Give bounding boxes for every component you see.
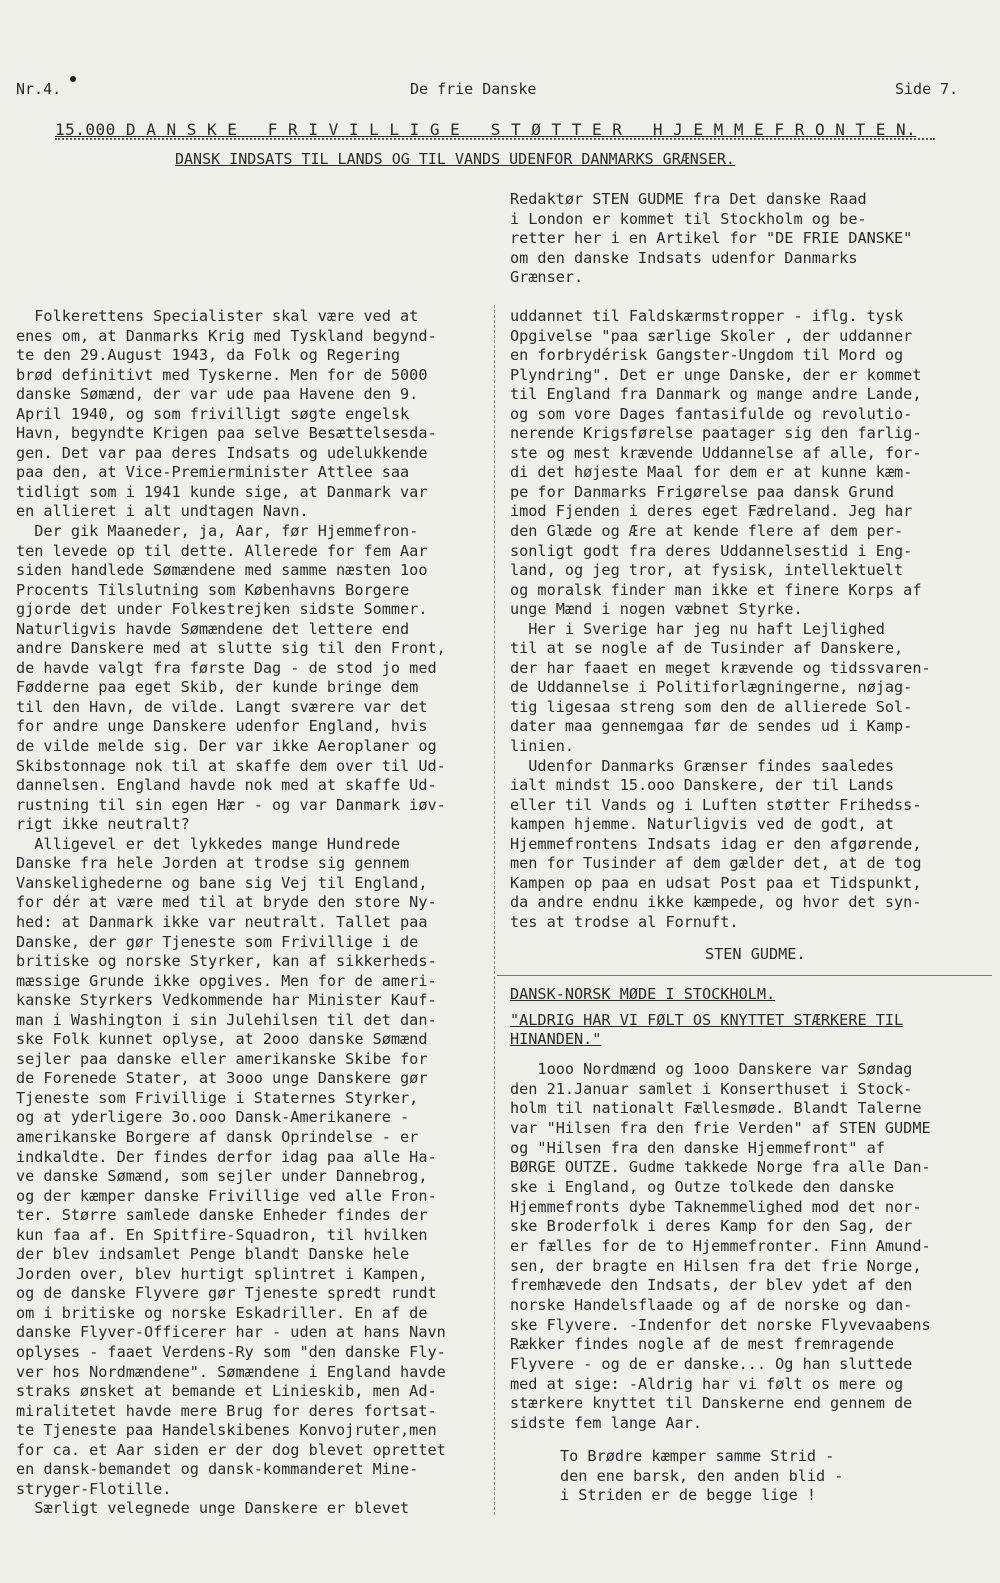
text-line: uddannet til Faldskærmstropper - iflg. tysk [510,307,904,325]
text-line: Fødderne paa eget Skib, der kunde bringe dem [16,678,419,697]
text-line: der har faaet en meget krævende og tidssvaren- [510,658,931,677]
intro-line: Redaktør STEN GUDME fra Det danske Raad [510,190,867,208]
text-line: tig ligesaa streng som den de allierede Sol- [510,697,913,716]
text-line: ste og mest krævende Uddannelse af alle, for- [510,443,922,462]
text-line: linien. [510,737,575,756]
section2-quote-line: HINANDEN." [510,1030,602,1048]
text-line: tidligt som i 1941 kunde sige, at Danmark var [16,482,428,501]
section2-body [510,1060,931,1433]
text-line: stærkere knyttet til Danskerne end gennem de [510,1394,913,1413]
text-line: for ca. et Aar siden er der dog blevet oprettet [16,1440,446,1459]
text-line: og moralsk finder man ikke et finere Korps af [510,580,922,599]
text-line: mæssige Grunde ikke opgives. Men for de ameri- [16,971,437,990]
text-line: ske Flyvere. -Indenfor det norske Flyvevaabens [510,1315,931,1334]
text-line: og som vore Dages fantasifulde og revolutio- [510,404,913,423]
text-line: ten levede op til dette. Allerede for fem Aar [16,541,428,560]
text-line: de vilde melde sig. Der var ikke Aeroplaner og [16,737,437,756]
section2-heading: DANSK-NORSK MØDE I STOCKHOLM. [510,985,776,1003]
text-line: amerikanske Borgere af dansk Oprindelse - er [16,1127,419,1146]
text-line: gen. Det var paa deres Indsats og udelukkende [16,443,428,462]
text-line: miralitetet havde mere Brug for deres fortsat- [16,1401,437,1420]
text-line: tes at trodse al Fornuft. [510,912,739,931]
text-line: unge Mænd i nogen væbnet Styrke. [510,600,803,619]
sub-headline: DANSK INDSATS TIL LANDS OG TIL VANDS UDENFOR DANMARKS GRÆNSER. [175,150,735,168]
text-line: siden handlede Sømændene med samme næsten 1oo [16,561,428,580]
text-line: de havde valgt fra første Dag - de stod jo med [16,658,437,677]
text-line: rustning til sin egen Hær - og var Danmark iøv- [16,795,446,814]
text-line: norske Handelsflaade og af de norske og dan- [510,1295,913,1314]
text-line: en dansk-bemandet og dansk-kommanderet Mine- [16,1460,419,1479]
intro-line: i London er kommet til Stockholm og be- [510,209,867,228]
text-line: med at sige: -Aldrig har vi følt os mere og [510,1374,904,1393]
author-signature: STEN GUDME. [705,945,806,963]
text-line: er fælles for de to Hjemmefronter. Finn Amund- [510,1236,931,1255]
text-line: og de danske Flyvere gør Tjeneste spredt rundt [16,1284,437,1303]
text-line: sonligt godt fra deres Uddannelsestid i Eng- [510,541,913,560]
left-column [16,307,491,1519]
text-line: til at se nogle af de Tusinder af Danskere, [510,639,904,658]
text-line: ver hos Nordmændene". Sømændene i England havde [16,1362,446,1381]
text-line: gjorde det under Folkestrejken sidste Sommer. [16,600,428,619]
text-line: enes om, at Danmarks Krig med Tyskland begynd- [16,326,437,345]
text-line: danske Sømænd, der var ude paa Havene den 9. [16,385,419,404]
text-line: ske Broderfolk i deres Kamp for den Sag, der [510,1217,913,1236]
headline-rule [55,138,935,142]
text-line: Tjeneste som Frivillige i Staternes Styrker, [16,1088,419,1107]
text-line: danske Flyver-Officerer har - uden at hans Navn [16,1323,446,1342]
text-line: en forbrydérisk Gangster-Ungdom til Mord og [510,346,904,365]
closing-verse [560,1447,843,1506]
text-line: dater maa gennemgaa før de sendes ud i Kamp- [510,717,913,736]
text-line: Vanskelighederne og bane sig Vej til England, [16,873,428,892]
page-number: Side 7. [895,80,959,98]
text-line: kampen hjemme. Naturligvis ved de godt, at [510,815,895,834]
text-line: britiske og norske Styrker, kan af sikkerheds- [16,952,437,971]
text-line: dannelsen. England havde nok med at skaffe Ud- [16,776,437,795]
text-line: Plyndring". Det er unge Danske, der er kommet [510,365,922,384]
text-line: di det højeste Maal for dem er at kunne kæm- [510,463,913,482]
text-line: rigt ikke neutralt? [16,815,190,834]
text-line: Procents Tilslutning som Københavns Borgere [16,580,410,599]
text-line: der blev indsamlet Penge blandt Danske hele [16,1245,410,1264]
text-line: Havn, begyndte Krigen paa selve Besættelsesda- [16,424,437,443]
text-line: ter. Større samlede danske Enheder findes der [16,1206,428,1225]
text-line: Her i Sverige har jeg nu haft Lejlighed [510,619,885,638]
text-line: ske Folk kunnet oplyse, at 2ooo danske Sømænd [16,1030,428,1049]
text-line: paa den, at Vice-Premierminister Attlee saa [16,463,410,482]
text-line: Alligevel er det lykkedes mange Hundrede [16,834,401,853]
text-line: pe for Danmarks Frigørelse paa dansk Grund [510,482,895,501]
section-divider [497,975,992,976]
text-line: Danske fra hele Jorden at trodse sig gennem [16,854,410,873]
text-line: hed: at Danmark ikke var neutralt. Tallet paa [16,912,428,931]
text-line: brød definitivt med Tyskerne. Men for de 5000 [16,365,428,384]
text-line: de Uddannelse i Politiforlægningerne, nøjag- [510,678,913,697]
text-line: sen, der bragte en Hilsen fra det frie Norge, [510,1256,922,1275]
text-line: for dér at være med til at bryde den store Ny- [16,893,437,912]
main-headline: 15.000 D A N S K E F R I V I L L I G E S T Ø T T E R H J E M M E F R O N T E N. [55,120,917,139]
text-line: og at yderligere 3o.ooo Dansk-Amerikanere - [16,1108,410,1127]
text-line: te Tjeneste paa Handelskibenes Konvojruter,men [16,1421,437,1440]
text-line: Naturligvis havde Sømændene det lettere end [16,619,410,638]
text-line: fremhævede den Indsats, der blev ydet af den [510,1276,913,1295]
text-line: da andre endnu ikke kæmpede, og hvor det syn- [510,893,922,912]
text-line: Flyvere - og de er danske... Og han sluttede [510,1354,913,1373]
text-line: Jorden over, blev hurtigt splintret i Kampen, [16,1264,428,1283]
text-line: eller til Vands og i Luften støtter Frihedss- [510,795,922,814]
column-divider [494,305,495,1515]
text-line: til den Havn, de vilde. Langt sværere var det [16,697,428,716]
text-line: kun faa af. En Spitfire-Squadron, til hvilken [16,1225,428,1244]
section2-quote-line: "ALDRIG HAR VI FØLT OS KNYTTET STÆRKERE TIL [510,1010,904,1029]
text-line: Hjemmefrontens Indsats idag er den afgørende, [510,834,922,853]
text-line: Opgivelse "paa særlige Skoler , der uddanner [510,326,913,345]
text-line: April 1940, og som frivilligt søgte engelsk [16,404,410,423]
text-line: Hjemmefronts dybe Taknemmelighed mod det nor- [510,1197,922,1216]
text-line: straks ønsket at bemande et Linieskib, men Ad- [16,1382,437,1401]
text-line: og der kæmper danske Frivillige ved alle Fron- [16,1186,437,1205]
text-line: oplyses - faaet Verdens-Ry som "den danske Fly- [16,1342,446,1361]
issue-number: Nr.4. [16,80,62,98]
article-intro [510,190,912,288]
section2-heading-block [510,985,903,1050]
text-line: ialt mindst 15.ooo Danskere, der til Lands [510,776,895,795]
text-line: og "Hilsen fra den danske Hjemmefront" af [510,1138,885,1157]
text-line: Rækker findes nogle af de mest fremragende [510,1335,895,1354]
intro-line: om den danske Indsats udenfor Danmarks [510,248,858,267]
verse-line: To Brødre kæmper samme Strid - [560,1447,835,1465]
text-line: stryger-Flotille. [16,1479,172,1498]
text-line: til England fra Danmark og mange andre Lande, [510,385,922,404]
intro-line: Grænser. [510,268,584,286]
text-line: Skibstonnage nok til at skaffe dem over til Ud- [16,756,446,775]
text-line: de Forenede Stater, at 3ooo unge Danskere gør [16,1069,428,1088]
text-line: ske i England, og Outze tolkede den danske [510,1177,895,1196]
newspaper-name: De frie Danske [410,80,537,98]
text-line: den Glæde og Ære at kende flere af dem per- [510,522,904,541]
text-line: indkaldte. Der findes derfor idag paa alle Ha- [16,1147,437,1166]
right-column [510,307,990,933]
text-line: sidste fem lange Aar. [510,1413,703,1432]
text-line: Særligt velegnede unge Danskere er blevet [16,1499,410,1518]
text-line: land, og jeg tror, at fysisk, intellektuelt [510,561,904,580]
intro-line: retter her i en Artikel for "DE FRIE DANSKE" [510,229,913,247]
text-line: om i britiske og norske Eskadriller. En af de [16,1303,428,1322]
text-line: Danske, der gør Tjeneste som Frivillige i de [16,932,419,951]
text-line: var "Hilsen fra den frie Verden" af STEN GUDME [510,1118,931,1137]
text-line: sejler paa danske eller amerikanske Skibe for [16,1049,428,1068]
text-line: kanske Styrkers Vedkommende har Minister Kauf- [16,991,437,1010]
text-line: imod Fjenden i deres eget Fædreland. Jeg har [510,502,913,521]
text-line: Folkerettens Specialister skal være ved at [16,307,419,325]
text-line: holm til nationalt Fællesmøde. Blandt Talerne [510,1099,922,1118]
text-line: for andre unge Danskere udenfor England, hvis [16,717,428,736]
text-line: BØRGE OUTZE. Gudme takkede Norge fra alle Dan- [510,1158,931,1177]
text-line: den 21.Januar samlet i Konserthuset i Stock- [510,1079,913,1098]
verse-line: i Striden er de begge lige ! [560,1486,817,1504]
text-line: man i Washington i sin Julehilsen til det dan- [16,1010,437,1029]
text-line: te den 29.August 1943, da Folk og Regering [16,346,401,365]
verse-line: den ene barsk, den anden blid - [560,1466,844,1485]
text-line: en allieret i alt undtagen Navn. [16,502,309,521]
text-line: Kampen op paa en udsat Post paa et Tidspunkt, [510,873,922,892]
text-line: ve danske Sømænd, som sejler under Dannebrog, [16,1167,428,1186]
text-line: men for Tusinder af dem gælder det, at de tog [510,854,922,873]
text-line: Udenfor Danmarks Grænser findes saaledes [510,756,895,775]
text-line: Der gik Maaneder, ja, Aar, før Hjemmefron- [16,522,419,541]
text-line: andre Danskere med at slutte sig til den Front, [16,639,446,658]
ink-dot [70,76,76,82]
text-line: nerende Krigsførelse paatager sig den farlig- [510,424,922,443]
text-line: 1ooo Nordmænd og 1ooo Danskere var Søndag [510,1060,913,1078]
